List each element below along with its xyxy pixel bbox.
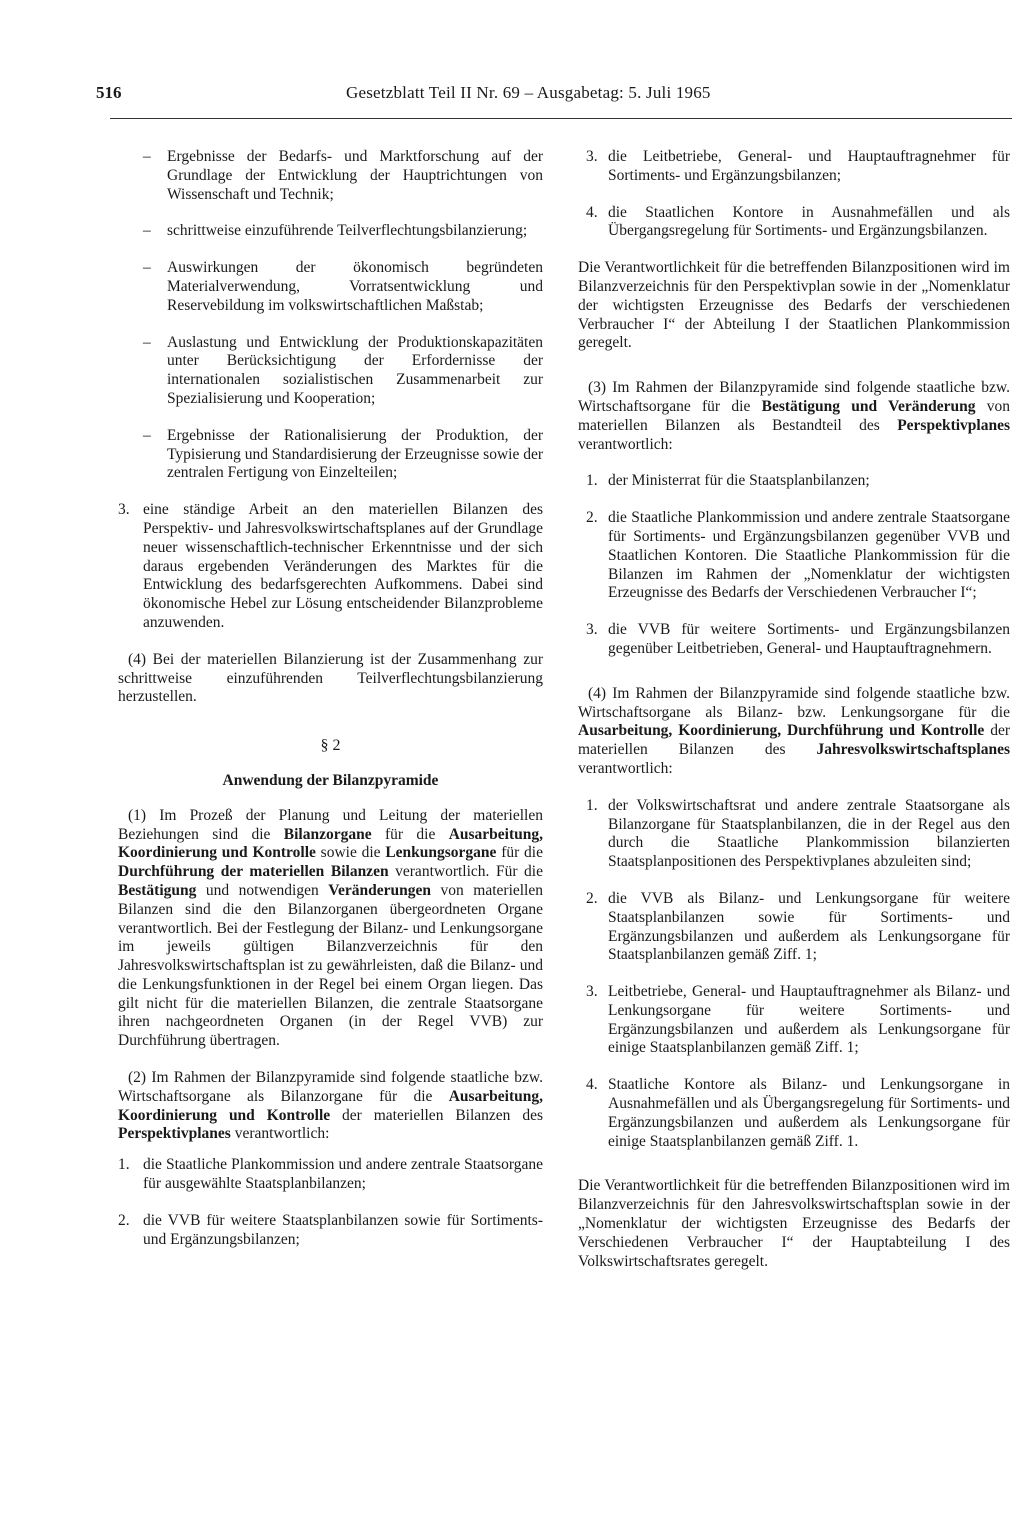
dash-item-text: Auslastung und Entwicklung der Produktionskapazitäten unter Berücksichtigung der Erfordernisse der internationalen sozialistischen Zusammenarbeit zur Spezialisierung und Kooperation; xyxy=(167,333,543,407)
numbered-item xyxy=(578,148,1010,186)
item-text: der Ministerrat für die Staatsplanbilanzen; xyxy=(608,472,870,490)
dash-item-text: Ergebnisse der Bedarfs- und Marktforschung auf der Grundlage der Entwicklung der Hauptrichtungen von Wissenschaft und Technik; xyxy=(167,148,543,203)
item-number: 3. xyxy=(118,501,130,519)
item-number: 1. xyxy=(118,1156,130,1174)
item-number: 3. xyxy=(586,983,598,1001)
right-column xyxy=(578,148,1010,1289)
page-number: 516 xyxy=(96,83,122,102)
numbered-item xyxy=(578,797,1010,872)
item-text: die Leitbetriebe, General- und Hauptauftragnehmer für Sortiments- und Ergänzungsbilanzen; xyxy=(608,148,1010,184)
paragraph-4: (4) Bei der materiellen Bilanzierung ist der Zusammenhang zur schrittweise einzuführenden Teilverflechtungsbilanzierung herzustellen. xyxy=(118,650,543,706)
numbered-item xyxy=(118,1212,543,1250)
item-text: die VVB als Bilanz- und Lenkungsorgane für weitere Staatsplanbilanzen sowie für Sortiments- und Ergänzungsbilanzen und außerdem als Lenkungsorgane für Staatsplanbilanzen gemäß Ziff. 1; xyxy=(608,889,1010,964)
numbered-item xyxy=(578,472,1010,491)
section-number: § 2 xyxy=(320,737,341,755)
item-number: 1. xyxy=(586,796,598,814)
dash-item: – Ergebnisse der Bedarfs- und Marktforschung auf der Grundlage der Entwicklung der Hauptrichtungen von Wissenschaft und Technik; xyxy=(143,148,543,203)
item-number: 3. xyxy=(586,148,598,165)
numbered-item xyxy=(578,621,1010,659)
responsibility-paragraph-2: Die Verantwortlichkeit für die betreffenden Bilanzpositionen wird im Bilanzverzeichnis für den Jahresvolkswirtschaftsplan sowie in der „Nomenklatur der wichtigsten Erzeugnisse des Bedarfs der Verschiedenen Verbraucher I“ der Hauptabteilung I des Volkswirtschaftsrates geregelt. xyxy=(578,1177,1010,1270)
numbered-item xyxy=(118,1156,543,1194)
item-number: 3. xyxy=(586,621,598,639)
dash-item: – Auslastung und Entwicklung der Produktionskapazitäten unter Berücksichtigung der Erfordernisse der internationalen sozialistischen Zusammenarbeit zur Spezialisierung und Kooperation; xyxy=(143,333,543,407)
item-text: die Staatliche Plankommission und andere zentrale Staatsorgane für Sortiments- und Ergänzungsbilanzen gegenüber VVB und Staatlichen Kontoren. Die Staatliche Plankommission für die Bilanzen im Rahmen der „Nomenklatur der wichtigsten Erzeugnisse des Bedarfs der Verschiedenen Verbraucher I“; xyxy=(608,509,1010,602)
item-number: 4. xyxy=(586,1076,598,1094)
item-text: der Volkswirtschaftsrat und andere zentrale Staatsorgane als Bilanzorgane für Staatsplanbilanzen, die in der Regel aus den durch die Staatliche Plankommission bilanzierten Staatsplanpositionen des Perspektivplanes abzuleiten sind; xyxy=(608,796,1010,871)
item-text: die VVB für weitere Sortiments- und Ergänzungsbilanzen gegenüber Leitbetrieben, General- und Hauptauftragnehmern. xyxy=(608,621,1010,657)
numbered-item xyxy=(578,890,1010,965)
item-text: die Staatlichen Kontore in Ausnahmefällen und als Übergangsregelung für Sortiments- und Ergänzungsbilanzen. xyxy=(608,203,1010,240)
dash-item-text: schrittweise einzuführende Teilverflechtungsbilanzierung; xyxy=(167,222,528,240)
numbered-item xyxy=(578,1076,1010,1151)
numbered-item xyxy=(578,509,1010,603)
dash-item-text: Ergebnisse der Rationalisierung der Produktion, der Typisierung und Standardisierung der Erzeugnisse sowie der zentralen Fertigung von Einzelteilen; xyxy=(167,426,543,482)
item-number: 2. xyxy=(586,889,598,907)
item-text: Leitbetriebe, General- und Hauptauftragnehmer als Bilanz- und Lenkungsorgane für weitere Sortiments- und Ergänzungsbilanzen und außerdem als Lenkungsorgane für einige Staatsplanbilanzen gemäß Ziff. 1; xyxy=(608,983,1010,1057)
dash-item: – Auswirkungen der ökonomisch begründeten Materialverwendung, Vorratsentwicklung und Reservebildung im volkswirtschaftlichen Maßstab; xyxy=(143,259,543,314)
section2-paragraph-2: (2) Im Rahmen der Bilanzpyramide sind folgende staatliche bzw. Wirtschaftsorgane als Bilanzorgane für die Ausarbeitung, Koordinierung und Kontrolle der materiellen Bilanzen des Perspektivplanes verantwortlich: xyxy=(118,1069,543,1143)
header-rule xyxy=(110,118,1012,119)
item-number: 2. xyxy=(586,509,598,527)
page-header xyxy=(96,84,1012,114)
dash-item-text: Auswirkungen der ökonomisch begründeten Materialverwendung, Vorratsentwicklung und Reservebildung im volkswirtschaftlichen Maßstab; xyxy=(167,259,543,314)
item-number: 1. xyxy=(586,472,598,490)
paragraph-3: (3) Im Rahmen der Bilanzpyramide sind folgende staatliche bzw. Wirtschaftsorgane für die Bestätigung und Veränderung von materiellen Bilanzen als Bestandteil des Perspektivplanes verantwortlich: xyxy=(578,379,1010,453)
paragraph-4-right: (4) Im Rahmen der Bilanzpyramide sind folgende staatliche bzw. Wirtschaftsorgane als Bilanz- bzw. Lenkungsorgane für die Ausarbeitung, Koordinierung, Durchführung und Kontrolle der materiellen Bilanzen des Jahresvolkswirtschaftsplanes verantwortlich: xyxy=(578,684,1011,777)
dash-item: – schrittweise einzuführende Teilverflechtungsbilanzierung; xyxy=(118,222,543,241)
item-text: die VVB für weitere Staatsplanbilanzen sowie für Sortiments- und Ergänzungsbilanzen; xyxy=(143,1211,543,1248)
responsibility-paragraph-1: Die Verantwortlichkeit für die betreffenden Bilanzpositionen wird im Bilanzverzeichnis für den Perspektivplan sowie in der „Nomenklatur der wichtigsten Erzeugnisse des Bedarfs der verschiedenen Verbraucher I“ der Abteilung I der Staatlichen Plankommission geregelt. xyxy=(578,259,1010,352)
item-number: 4. xyxy=(586,203,598,221)
numbered-item xyxy=(578,204,1010,242)
dash-item: – Ergebnisse der Rationalisierung der Produktion, der Typisierung und Standardisierung der Erzeugnisse sowie der zentralen Fertigung von Einzelteilen; xyxy=(143,426,543,482)
item-text: Staatliche Kontore als Bilanz- und Lenkungsorgane in Ausnahmefällen und als Übergangsregelung für Sortiments- und Ergänzungsbilanzen und außerdem als Lenkungsorgane für einige Staatsplanbilanzen gemäß Ziff. 1. xyxy=(608,1076,1010,1150)
section-title: Anwendung der Bilanzpyramide xyxy=(222,771,439,789)
item-text: eine ständige Arbeit an den materiellen Bilanzen des Perspektiv- und Jahresvolkswirtschaftsplanes auf der Grundlage neuer wissenschaftlich-technischer Erkenntnisse und der sich daraus ergebenden Veränderungen des Marktes für die Entwicklung des bedarfsgerechten Aufkommens. Dabei sind ökonomische Hebel zur Lösung entscheidender Bilanzprobleme anzuwenden. xyxy=(143,501,543,631)
item-number: 2. xyxy=(118,1211,130,1229)
numbered-item xyxy=(578,983,1010,1058)
gazette-title: Gesetzblatt Teil II Nr. 69 – Ausgabetag: 5. Juli 1965 xyxy=(346,83,711,102)
item-text: die Staatliche Plankommission und andere zentrale Staatsorgane für ausgewählte Staatsplanbilanzen; xyxy=(143,1156,543,1193)
section2-paragraph-1: (1) Im Prozeß der Planung und Leitung der materiellen Beziehungen sind die Bilanzorgane für die Ausarbeitung, Koordinierung und Kontrolle sowie die Lenkungsorgane für die Durchführung der materiellen Bilanzen verantwortlich. Für die Bestätigung und notwendigen Veränderungen von materiellen Bilanzen sind die den Bilanzorganen übergeordneten Organe verantwortlich. Bei der Festlegung der Bilanz- und Lenkungsorgane im jeweils gültigen Bilanzverzeichnis für den Jahresvolkswirtschaftsplan ist zu gewährleisten, daß die Bilanz- und die Lenkungsfunktionen in der Regel bei einem Organ liegen. Das gilt nicht für die materiellen Bilanzen, die zentrale Staatsorgane ihren nachgeordneten Organen (in der Regel VVB) zur Durchführung übertragen. xyxy=(118,806,543,1050)
left-column xyxy=(118,148,543,1267)
numbered-item xyxy=(118,501,543,633)
